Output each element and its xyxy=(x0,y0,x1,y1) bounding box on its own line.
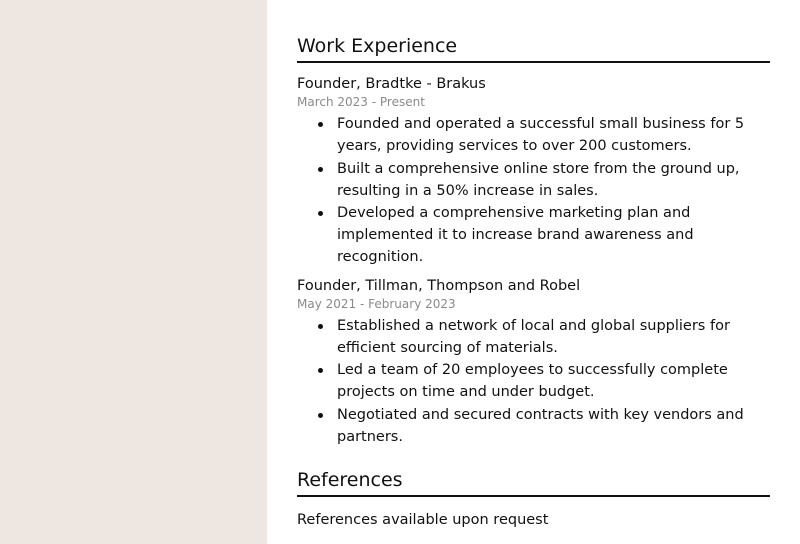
bullet-dot-icon xyxy=(318,211,323,216)
job-bullet xyxy=(337,113,770,158)
job-bullet-text: Built a comprehensive online store from the ground up, resulting in a 50% increase in sales. xyxy=(337,160,740,199)
job-bullet xyxy=(337,158,770,203)
job-bullet xyxy=(337,202,770,269)
job-bullet-text: Established a network of local and global suppliers for efficient sourcing of materials. xyxy=(337,317,730,356)
work-experience-section xyxy=(297,0,770,449)
job-bullet-list xyxy=(297,113,770,269)
references-section xyxy=(297,468,770,530)
references-heading: References xyxy=(297,468,770,497)
job-title: Founder, Tillman, Thompson and Robel xyxy=(297,277,581,294)
job-bullet-text: Developed a comprehensive marketing plan and implemented it to increase brand awareness and recognition. xyxy=(337,205,694,266)
job-dates: March 2023 - Present xyxy=(297,95,425,109)
job-bullet xyxy=(337,315,770,360)
work-experience-heading: Work Experience xyxy=(297,0,770,63)
bullet-dot-icon xyxy=(318,413,323,418)
job-bullet xyxy=(337,359,770,404)
bullet-dot-icon xyxy=(318,368,323,373)
job-entry xyxy=(297,74,770,269)
references-text: References available upon request xyxy=(297,511,549,528)
job-bullet-text: Founded and operated a successful small business for 5 years, providing services to over 200 customers. xyxy=(337,116,745,154)
job-title: Founder, Bradtke - Brakus xyxy=(297,76,486,92)
bullet-dot-icon xyxy=(318,167,323,172)
job-dates: May 2021 - February 2023 xyxy=(297,296,456,311)
job-entry xyxy=(297,276,770,449)
bullet-dot-icon xyxy=(318,122,323,127)
job-bullet-text: Led a team of 20 employees to successfully complete projects on time and under budget. xyxy=(337,362,728,401)
resume-main-column xyxy=(297,0,770,530)
bullet-dot-icon xyxy=(318,324,323,329)
job-bullet xyxy=(337,404,770,449)
left-sidebar-panel xyxy=(0,0,267,544)
job-bullet-text: Negotiated and secured contracts with key vendors and partners. xyxy=(337,406,744,445)
job-bullet-list xyxy=(297,315,770,449)
